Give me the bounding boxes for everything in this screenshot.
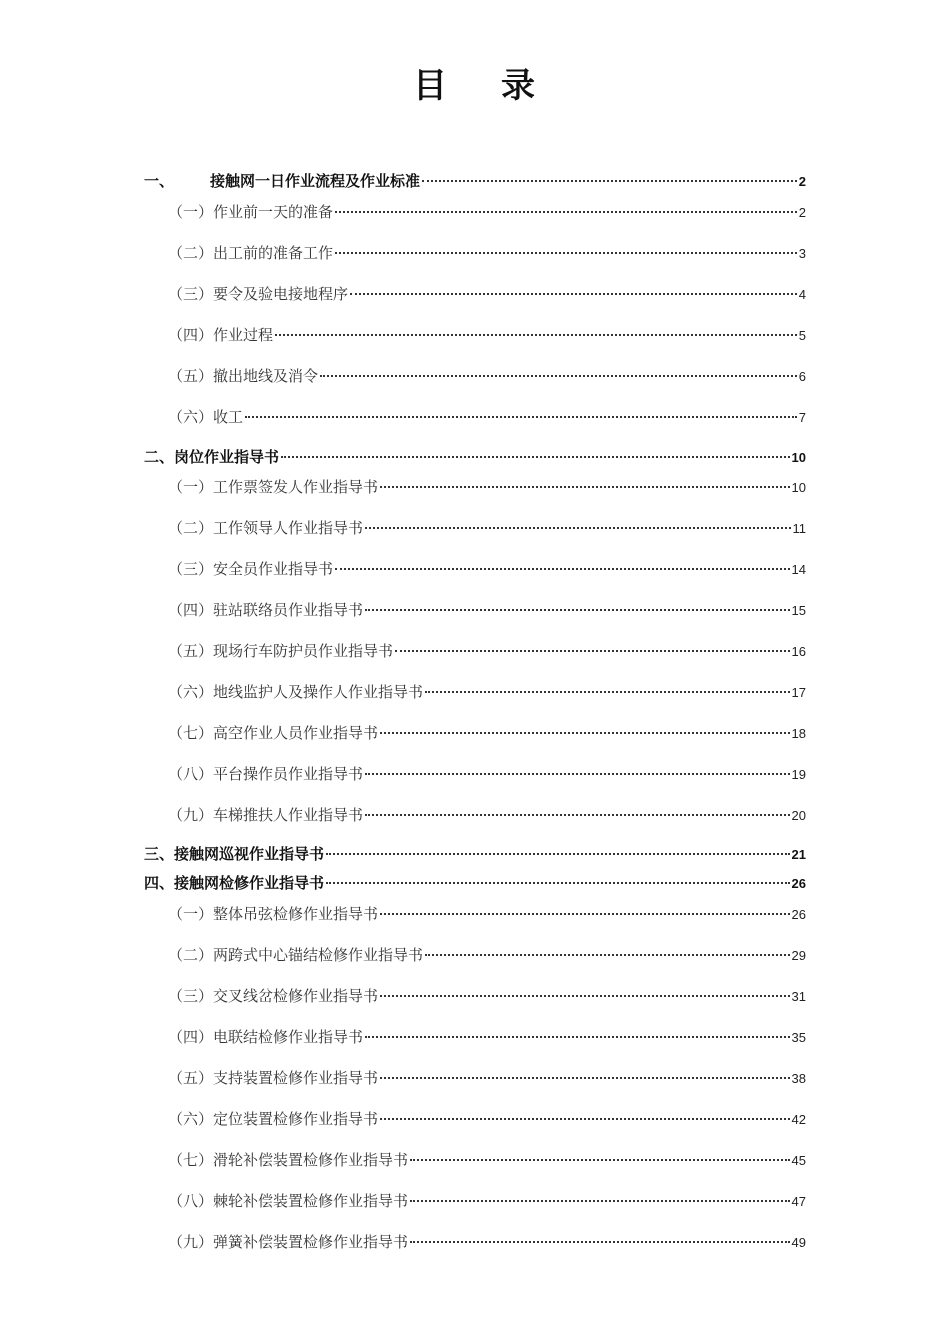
toc-entry-label: （一）工作票签发人作业指导书 <box>168 478 379 496</box>
toc-dot-leader <box>380 911 790 915</box>
toc-entry-label: （四）驻站联络员作业指导书 <box>168 601 364 619</box>
toc-page-number: 5 <box>798 328 806 343</box>
toc-entry[interactable] <box>0 1026 950 1048</box>
toc-entry-label: （四）电联结检修作业指导书 <box>168 1028 364 1046</box>
title-char-1: 目 <box>413 66 449 106</box>
toc-page-number: 29 <box>791 948 806 963</box>
toc-dot-leader <box>380 730 790 734</box>
toc-page-number: 45 <box>791 1153 806 1168</box>
toc-dot-leader <box>365 812 790 816</box>
toc-page-number: 10 <box>791 480 806 495</box>
toc-dot-leader <box>380 484 790 488</box>
toc-entry-label: （四）作业过程 <box>168 326 274 344</box>
page-title <box>0 58 950 107</box>
toc-entry-label: （二）工作领导人作业指导书 <box>168 519 364 537</box>
toc-page-number: 6 <box>798 369 806 384</box>
toc-entry[interactable] <box>0 1149 950 1171</box>
toc-entry-label: （九）弹簧补偿装置检修作业指导书 <box>168 1233 409 1251</box>
toc-dot-leader <box>245 414 797 418</box>
toc-page-number: 16 <box>791 644 806 659</box>
toc-entry[interactable] <box>0 681 950 703</box>
toc-dot-leader <box>410 1157 790 1161</box>
toc-page-number: 49 <box>791 1235 806 1250</box>
toc-dot-leader <box>365 771 790 775</box>
toc-dot-leader <box>350 291 797 295</box>
toc-entry[interactable] <box>0 406 950 428</box>
toc-page-number: 15 <box>791 603 806 618</box>
toc-entry[interactable] <box>0 903 950 925</box>
toc-dot-leader <box>326 851 790 855</box>
toc-entry-label: （八）平台操作员作业指导书 <box>168 765 364 783</box>
toc-page-number: 10 <box>791 450 806 465</box>
toc-entry[interactable] <box>0 763 950 785</box>
toc-dot-leader <box>335 250 797 254</box>
toc-page-number: 35 <box>791 1030 806 1045</box>
toc-entry-label <box>144 170 420 191</box>
toc-page-number: 38 <box>791 1071 806 1086</box>
toc-dot-leader <box>380 1075 790 1079</box>
toc-entry-label: （七）滑轮补偿装置检修作业指导书 <box>168 1151 409 1169</box>
toc-entry[interactable] <box>0 558 950 580</box>
toc-entry-label: （三）交叉线岔检修作业指导书 <box>168 987 379 1005</box>
toc-entry-label: （七）高空作业人员作业指导书 <box>168 724 379 742</box>
toc-page-number: 3 <box>798 246 806 261</box>
toc-entry-label: （一）整体吊弦检修作业指导书 <box>168 905 379 923</box>
toc-page-number: 21 <box>791 847 806 862</box>
toc-dot-leader <box>281 454 790 458</box>
toc-dot-leader <box>410 1198 790 1202</box>
toc-entry-label: （二）两跨式中心锚结检修作业指导书 <box>168 946 424 964</box>
toc-entry-label: （五）现场行车防护员作业指导书 <box>168 642 394 660</box>
toc-page-number: 2 <box>798 205 806 220</box>
toc-entry-number: 一、 <box>144 172 175 190</box>
toc-dot-leader <box>380 1116 790 1120</box>
toc-entry-label: （三）安全员作业指导书 <box>168 560 334 578</box>
toc-page-number: 14 <box>791 562 806 577</box>
toc-entry-label: （五）撤出地线及消令 <box>168 367 319 385</box>
toc-entry[interactable] <box>0 517 950 539</box>
toc-entry-label: （六）地线监护人及操作人作业指导书 <box>168 683 424 701</box>
toc-entry[interactable] <box>0 1108 950 1130</box>
toc-dot-leader <box>422 178 797 182</box>
toc-page-number: 47 <box>791 1194 806 1209</box>
toc-page-number: 11 <box>792 521 806 536</box>
toc-dot-leader <box>326 880 790 884</box>
toc-page-number: 2 <box>798 174 806 189</box>
toc-entry-text: 接触网一日作业流程及作业标准 <box>210 172 421 190</box>
toc-entry[interactable] <box>0 599 950 621</box>
toc-dot-leader <box>335 566 790 570</box>
toc-entry[interactable] <box>0 985 950 1007</box>
toc-entry-label: （六）定位装置检修作业指导书 <box>168 1110 379 1128</box>
toc-entry[interactable] <box>0 1190 950 1212</box>
toc-entry[interactable] <box>0 324 950 346</box>
toc-page-number: 19 <box>791 767 806 782</box>
toc-page-number: 26 <box>791 876 806 891</box>
toc-page-number: 7 <box>798 410 806 425</box>
toc-entry[interactable] <box>0 1231 950 1253</box>
toc-entry-label: 三、接触网巡视作业指导书 <box>144 845 325 863</box>
toc-entry[interactable] <box>0 1067 950 1089</box>
toc-entry[interactable] <box>0 446 950 468</box>
toc-dot-leader <box>365 525 790 529</box>
toc-dot-leader <box>320 373 797 377</box>
toc-entry-label: （八）棘轮补偿装置检修作业指导书 <box>168 1192 409 1210</box>
toc-entry[interactable] <box>0 722 950 744</box>
toc-entry-label: （九）车梯推扶人作业指导书 <box>168 806 364 824</box>
toc-page-number: 20 <box>791 808 806 823</box>
toc-entry[interactable] <box>0 242 950 264</box>
toc-entry-label: 二、岗位作业指导书 <box>144 448 280 466</box>
toc-dot-leader <box>410 1239 790 1243</box>
toc-entry[interactable] <box>0 640 950 662</box>
toc-page-number: 4 <box>798 287 806 302</box>
toc-entry-label: （六）收工 <box>168 408 244 426</box>
toc-entry-label: （二）出工前的准备工作 <box>168 244 334 262</box>
toc-entry[interactable] <box>0 944 950 966</box>
toc-entry[interactable] <box>0 170 950 192</box>
toc-dot-leader <box>425 952 790 956</box>
toc-dot-leader <box>335 209 797 213</box>
toc-entry-label: （五）支持装置检修作业指导书 <box>168 1069 379 1087</box>
toc-entry[interactable] <box>0 283 950 305</box>
toc-entry[interactable] <box>0 476 950 498</box>
title-char-2: 录 <box>501 66 537 106</box>
toc-entry[interactable] <box>0 365 950 387</box>
toc-dot-leader <box>365 1034 790 1038</box>
toc-entry[interactable] <box>0 804 950 826</box>
toc-page-number: 42 <box>791 1112 806 1127</box>
toc-page-number: 31 <box>791 989 806 1004</box>
toc-entry[interactable] <box>0 872 950 894</box>
toc-page-number: 18 <box>791 726 806 741</box>
toc-entry-label: 四、接触网检修作业指导书 <box>144 874 325 892</box>
toc-page-number: 26 <box>791 907 806 922</box>
toc-dot-leader <box>275 332 797 336</box>
toc-page-number: 17 <box>791 685 806 700</box>
toc-dot-leader <box>425 689 790 693</box>
toc-entry-label: （一）作业前一天的准备 <box>168 203 334 221</box>
toc-entry-label: （三）要令及验电接地程序 <box>168 285 349 303</box>
toc-entry[interactable] <box>0 843 950 865</box>
toc-dot-leader <box>380 993 790 997</box>
toc-dot-leader <box>395 648 790 652</box>
toc-dot-leader <box>365 607 790 611</box>
toc-entry[interactable] <box>0 201 950 223</box>
